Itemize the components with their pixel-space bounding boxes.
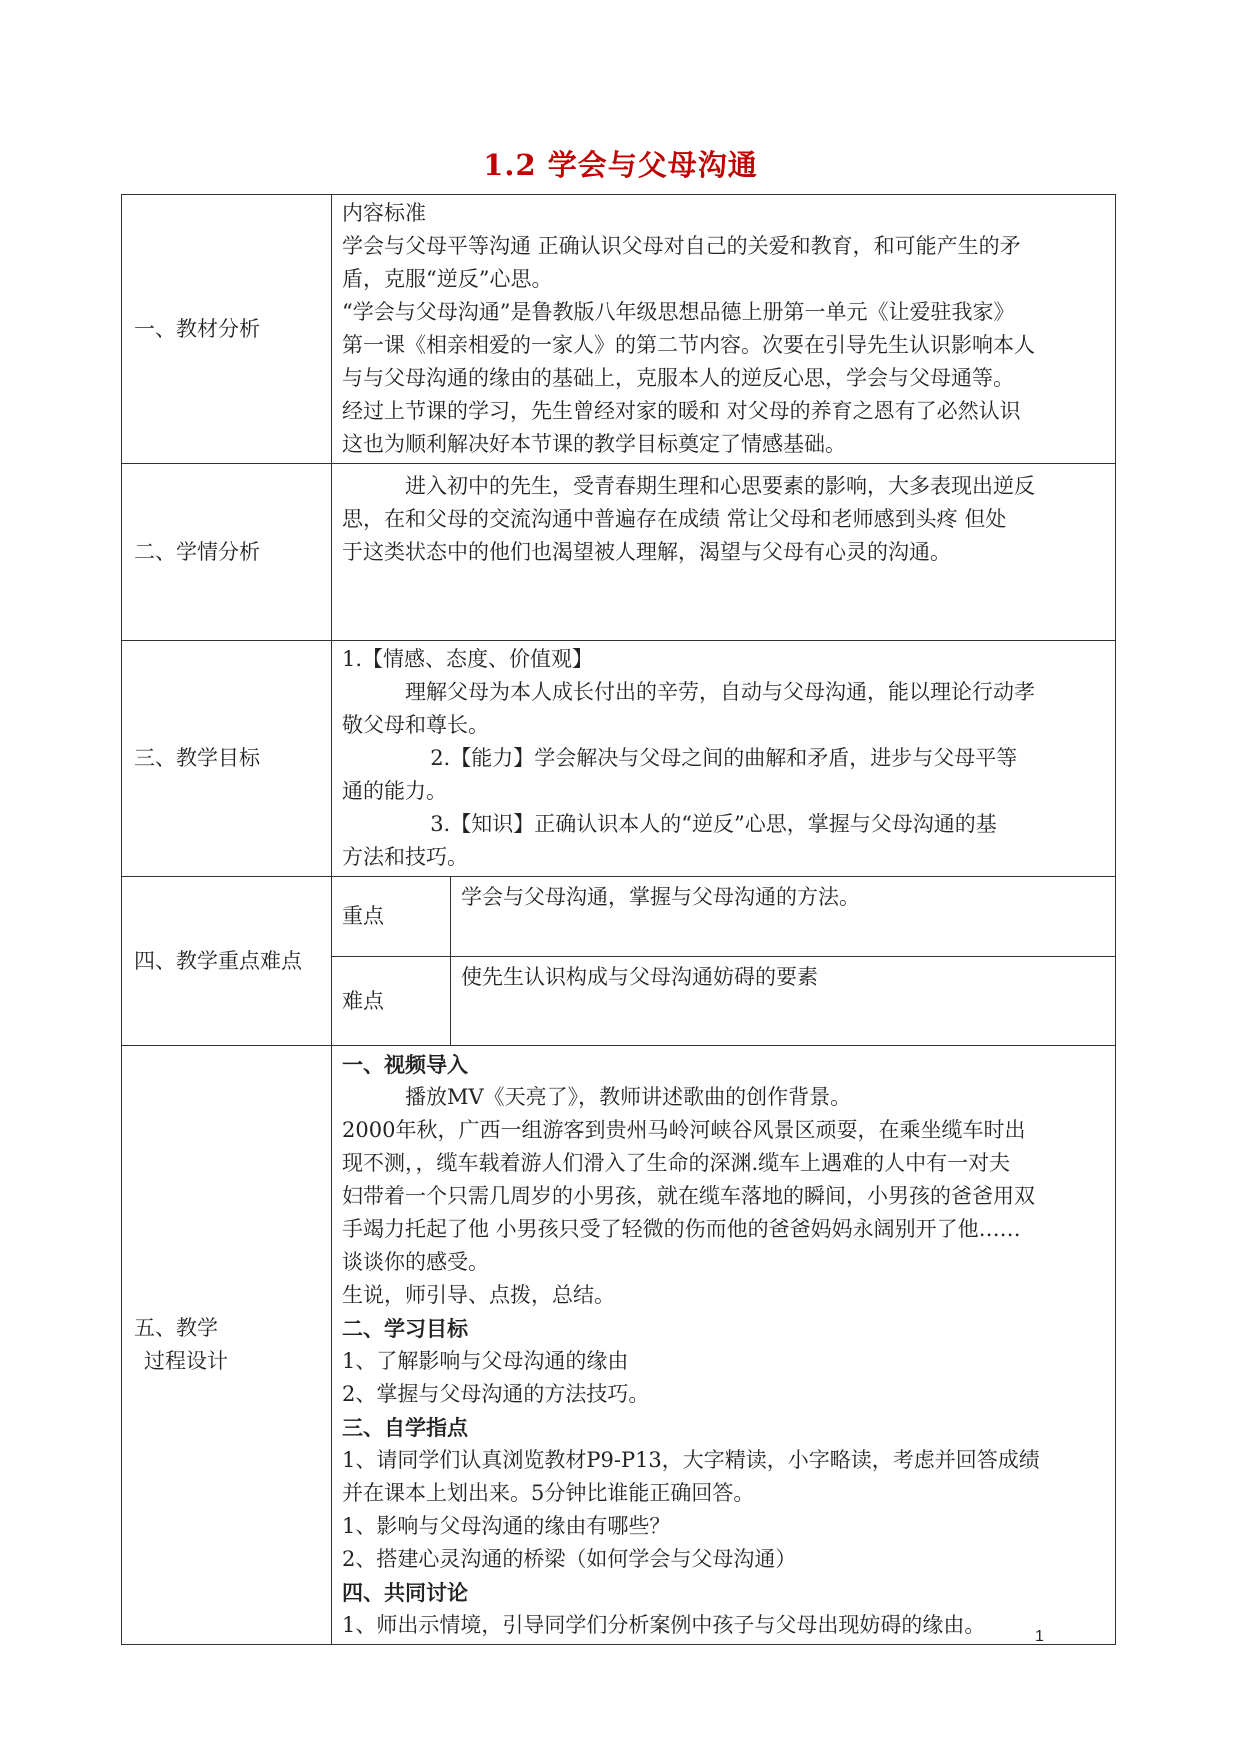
difficult-point-text: 使先生认识构成与父母沟通妨碍的要素 [461,965,818,989]
text-line: 这也为顺利解决好本节课的教学目标奠定了情感基础。 [342,432,846,456]
row-teaching-process [122,1046,1116,1645]
text-line: 1、了解影响与父母沟通的缘由 [342,1349,629,1373]
text-line: 盾，克服“逆反”心思。 [342,267,553,291]
text-line: 内容标准 [342,201,426,225]
text-line: 与与父母沟通的缘由的基础上，克服本人的逆反心思，学会与父母通等。 [342,366,1014,390]
text-line: 1.【情感、态度、价值观】 [342,647,594,671]
text-line: 理解父母为本人成长付出的辛劳，自动与父母沟通，能以理论行动孝 [405,680,1035,704]
page-title: 1.2 学会与父母沟通 [483,148,758,182]
label-teaching-goals: 三、教学目标 [122,641,332,877]
label-line: 五、教学 [134,1316,218,1340]
text-line: 2000年秋，广西一组游客到贵州马岭河峡谷风景区顽耍，在乘坐缆车时出 [342,1118,1026,1142]
text-line: 2.【能力】学会解决与父母之间的曲解和矛盾，进步与父母平等 [430,746,1018,770]
text-line: 现不测，，缆车载着游人们滑入了生命的深渊.缆车上遇难的人中有一对夫 [342,1151,1011,1175]
text-line: 2、搭建心灵沟通的桥梁（如何学会与父母沟通） [342,1547,797,1571]
text-line: 并在课本上划出来。5分钟比谁能正确回答。 [342,1481,755,1505]
content-student-analysis [332,464,1115,571]
text-line: 进入初中的先生，受青春期生理和心思要素的影响，大多表现出逆反 [405,474,1035,498]
text-line: 经过上节课的学习，先生曾经对家的暖和 对父母的养育之恩有了必然认识 [342,399,1021,423]
page-number: 1 [1035,1628,1044,1645]
text-line: “学会与父母沟通”是鲁教版八年级思想品德上册第一单元《让爱驻我家》 [342,300,1015,324]
text-line: 于这类状态中的他们也渴望被人理解，渴望与父母有心灵的沟通。 [342,540,951,564]
text-line: 谈谈你的感受。 [342,1250,489,1274]
text-line: 思，在和父母的交流沟通中普遍存在成绩 常让父母和老师感到头疼 但处 [342,507,1007,531]
lesson-plan-table [121,194,1116,1645]
text-line: 手竭力托起了他 小男孩只受了轻微的伤而他的爸爸妈妈永阔别开了他…… [342,1217,1021,1241]
text-line: 方法和技巧。 [342,845,468,869]
content-teaching-goals [332,641,1115,876]
section-heading: 三、自学指点 [342,1415,468,1440]
text-line: 3.【知识】正确认识本人的“逆反”心思，掌握与父母沟通的基 [430,812,997,836]
text-line: 1、师出示情境，引导同学们分析案例中孩子与父母出现妨碍的缘由。 [342,1613,986,1637]
label-line: 过程设计 [144,1349,228,1373]
text-line: 学会与父母平等沟通 正确认识父母对自己的关爱和教育，和可能产生的矛 [342,234,1021,258]
row-student-analysis [122,464,1116,641]
difficult-point-label: 难点 [332,957,451,1046]
text-line: 生说，师引导、点拨，总结。 [342,1283,615,1307]
label-teaching-process [122,1046,332,1645]
text-line: 敬父母和尊长。 [342,713,489,737]
row-material-analysis [122,195,1116,464]
text-line: 1、请同学们认真浏览教材P9-P13，大字精读，小字略读，考虑并回答成绩 [342,1448,1040,1472]
row-teaching-goals [122,641,1116,877]
text-line: 通的能力。 [342,779,447,803]
text-line: 播放MV《天亮了》，教师讲述歌曲的创作背景。 [405,1085,852,1109]
key-point-text: 学会与父母沟通，掌握与父母沟通的方法。 [451,877,1116,957]
text-line: 妇带着一个只需几周岁的小男孩，就在缆车落地的瞬间，小男孩的爸爸用双 [342,1184,1035,1208]
section-heading: 一、视频导入 [342,1052,468,1077]
label-student-analysis: 二、学情分析 [122,464,332,641]
key-point-label: 重点 [332,877,451,957]
text-line: 第一课《相亲相爱的一家人》的第二节内容。次要在引导先生认识影响本人 [342,333,1035,357]
section-heading: 四、共同讨论 [342,1580,468,1605]
text-line: 1、影响与父母沟通的缘由有哪些？ [342,1514,671,1538]
label-key-difficult: 四、教学重点难点 [122,877,332,1046]
content-teaching-process [332,1046,1115,1644]
text-line: 2、掌握与父母沟通的方法技巧。 [342,1382,650,1406]
label-material-analysis: 一、教材分析 [122,195,332,464]
content-material-analysis [332,195,1115,463]
row-key-difficult [122,877,1116,1046]
key-difficult-table [332,877,1115,1045]
section-heading: 二、学习目标 [342,1316,468,1341]
